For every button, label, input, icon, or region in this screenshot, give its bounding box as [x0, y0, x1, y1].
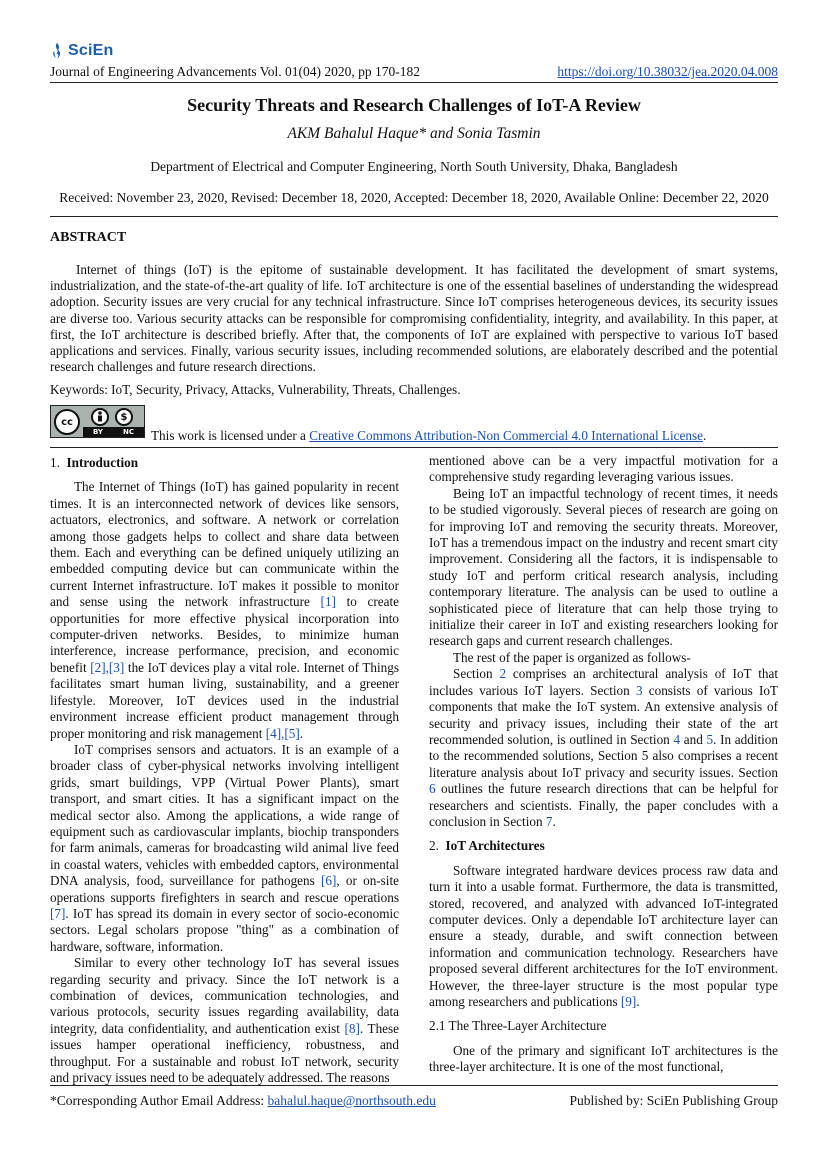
abstract-body: Internet of things (IoT) is the epitome of sustainable development. It has facilitated the development of smart systems, industrialization, and the state-of-the-art quality of life. IoT architecture is one of the essential baselines of understanding the widespread adoption. Security issues are very crucial for any technical infrastructure. Since IoT comprises heterogeneous devices, its security issues are diverse too. Various security attacks can be responsible for compromising confidentiality, integrity, and availability. In this paper, at first, the IoT architecture is described briefly. After that, the components of IoT are explained with perspective to various IoT based applications and services. Finally, various security issues, including recommended solutions, are elaborately described and the potential research challenges and future research directions. — [50, 262, 778, 375]
paper-authors: AKM Bahalul Haque* and Sonia Tasmin — [287, 125, 541, 142]
dates-rule — [50, 216, 778, 217]
intro-p2-text-b: , or on-site operations supports firefighters in search and rescue operations — [50, 873, 399, 905]
org-text-g: . — [552, 813, 556, 829]
intro-p3-text-a: Similar to every other technology IoT has several issues regarding security and privacy. Since the IoT network is a combination of devices, communication technologies, and various protocols, security issues regarding availability, data integrity, data confidentiality, and authentication exist — [50, 955, 399, 1036]
org-text-b: comprises an architectural analysis of IoT that includes various IoT layers. Section — [429, 666, 779, 698]
license-link[interactable]: Creative Commons Attribution-Non Commercial 4.0 International License — [309, 428, 703, 443]
license-block — [50, 405, 778, 445]
keywords: Keywords: IoT, Security, Privacy, Attacks, Vulnerability, Threats, Challenges. — [50, 382, 461, 397]
journal-logo — [50, 42, 113, 60]
license-suffix: . — [702, 428, 707, 443]
journal-header — [50, 64, 778, 80]
section-ref[interactable]: 4 — [673, 731, 681, 747]
abstract-heading: ABSTRACT — [50, 230, 127, 245]
body-rule — [50, 447, 778, 448]
org-text-a: Section — [453, 666, 500, 682]
cc-license-badge[interactable] — [50, 405, 145, 438]
journal-citation: Journal of Engineering Advancements Vol. 01(04) 2020, pp 170-182 — [50, 64, 420, 79]
cc-icon: cc — [54, 409, 80, 435]
section-1-heading — [50, 455, 399, 471]
cc-badge-strip — [83, 427, 144, 437]
intro-p3-text-b: . These issues hamper operational inefficiency, robustness, and throughput. For a sustainable and robust IoT network, security and privacy issues need to be adequately addressed. The reasons — [50, 1020, 400, 1086]
paper-title: Security Threats and Research Challenges of IoT-A Review — [187, 95, 641, 115]
org-text-e: . In addition to the recommended solutions, Section 5 also comprises a recent literature analysis about IoT privacy and security issues. Section — [429, 731, 778, 780]
intro-paragraph-2 — [50, 742, 399, 955]
section-1-title: Introduction — [66, 455, 139, 470]
logo-text: SciEn — [68, 42, 114, 59]
flame-logo-icon — [50, 42, 64, 60]
citation-ref[interactable]: [9] — [620, 994, 637, 1009]
section-ref[interactable]: 3 — [635, 682, 643, 698]
intro-p1-text-b: to create opportunities for more effective physical incorporation into computer-driven networks. Besides, to minimize human interference, increase performance, precision, and economic benefit — [50, 594, 399, 675]
publication-dates: Received: November 23, 2020, Revised: December 18, 2020, Accepted: December 18, 2020, Available Online: December 22, 2020 — [59, 190, 769, 205]
architecture-paragraph-1 — [429, 863, 778, 1011]
intro-paragraph-3 — [50, 955, 399, 1086]
citation-ref[interactable]: [7] — [50, 905, 66, 921]
org-text-c: consists of various IoT components that make the IoT system. An extensive analysis of security and privacy issues, including their state of the art recommended solution, is outlined in Section — [429, 682, 778, 747]
intro-p1-text-c: the IoT devices play a vital role. Internet of Things facilitates smart human living, sustainability, and a greener lifestyle. Moreover, IoT devices used in the industrial environment increase efficient product management through proper monitoring and risk management — [50, 659, 399, 741]
arch-text-a: Software integrated hardware devices process raw data and turn it into a usable format. Furthermore, the data is transmitted, stored, recovered, and analyzed with advanced IoT-integrated computer devices. Only a dependable IoT architecture layer can ensure a steady, durable, and swift connection between information and communication technology. Researchers have proposed several different architectures for the IoT environment. However, the three-layer structure is the most popular type among researchers and publications — [429, 862, 778, 1009]
citation-ref[interactable]: [1] — [320, 594, 336, 610]
section-2-heading — [429, 838, 778, 854]
section-ref[interactable]: 5 — [706, 731, 714, 747]
org-text-d: and — [680, 731, 707, 747]
badge-by-label: BY — [92, 428, 104, 436]
citation-ref[interactable]: [4],[5] — [265, 725, 300, 741]
author-affiliation: Department of Electrical and Computer Engineering, North South University, Dhaka, Bangladesh — [150, 159, 678, 174]
left-column — [50, 453, 399, 1086]
doi-link[interactable]: https://doi.org/10.38032/jea.2020.04.008 — [557, 64, 778, 79]
intro-paragraph-4: Being IoT an impactful technology of recent times, it needs to be studied vigorously. Several pieces of research are going on for improving IoT and removing the security threats. Moreover, IoT has a tremendous impact on the industry and recent smart city improvement. Considering all the factors, it is indispensable to study IoT and perform critical research analysis, including contemporary literature. The analysis can be used to outline a sophisticated piece of literature that can help those trying to initialize their career in IoT and existing researchers looking for research gaps and current research challenges. — [429, 485, 778, 649]
section-2-title: IoT Architectures — [445, 838, 545, 854]
page-footer — [50, 1093, 778, 1109]
intro-paragraph-6 — [429, 666, 778, 830]
section-ref[interactable]: 6 — [429, 781, 436, 797]
section-ref[interactable]: 7 — [545, 813, 553, 829]
right-column — [429, 453, 778, 1076]
citation-ref[interactable]: [2],[3] — [90, 659, 125, 675]
section-ref[interactable]: 2 — [499, 666, 507, 682]
intro-p1-text-d: . — [299, 725, 304, 741]
three-layer-paragraph-1: One of the primary and significant IoT architectures is the three-layer architecture. It is one of the most functional, — [429, 1042, 778, 1075]
intro-p1-text-a: The Internet of Things (IoT) has gained popularity in recent times. It is an interconnected network of devices like sensors, actuators, electronics, and software. A network or correlation among those gadgets helps to collect and share data between them. Each and everything can be defined uniquely utilizing an embedded computing device but can communicate within the current Internet infrastructure. IoT makes it possible to monitor and sense using the network infrastructure — [50, 479, 399, 610]
citation-ref[interactable]: [8] — [344, 1020, 360, 1036]
author-email-link[interactable]: bahalul.haque@northsouth.edu — [267, 1093, 436, 1108]
arch-text-b: . — [636, 994, 640, 1009]
section-2-number: 2. — [429, 838, 439, 854]
subsection-2-1-heading: 2.1 The Three-Layer Architecture — [429, 1018, 607, 1034]
section-1-number: 1. — [50, 455, 60, 470]
intro-p2-text-c: . IoT has spread its domain in every sector of socio-economic sectors. Legal scholars propose "thing" as a combination of hardware, software, information. — [50, 905, 399, 954]
intro-paragraph-5: The rest of the paper is organized as follows- — [453, 649, 691, 665]
badge-nc-label: NC — [123, 428, 134, 436]
attribution-icon — [91, 408, 109, 426]
noncommercial-icon: $ — [115, 408, 133, 426]
license-text — [151, 428, 706, 444]
corresponding-label: *Corresponding Author Email Address: — [50, 1093, 268, 1108]
license-prefix: This work is licensed under a — [151, 428, 310, 443]
intro-paragraph-1 — [50, 479, 399, 742]
footer-rule — [50, 1085, 778, 1086]
citation-ref[interactable]: [6] — [320, 873, 337, 889]
intro-p2-text-a: IoT comprises sensors and actuators. It is an example of a broader class of cyber-physical networks involving intelligent grids, smart buildings, VPP (Virtual Power Plants), smart transport, and smart cities. It has a significant impact on the medical sector also. Among the applications, a wide range of equipment such as cardiovascular implants, biochip transponders for farm animals, cameras for broadcasting wild animal live feed in coastal waters, vehicles with embedded captors, environmental DNA analysis, food, surveillance for pathogens — [50, 741, 399, 889]
corresponding-author — [50, 1093, 436, 1109]
org-text-f: outlines the future research directions that can be helpful for researchers and scientists. Finally, the paper concludes with a conclusion in Section — [429, 781, 778, 829]
intro-paragraph-3-cont: mentioned above can be a very impactful motivation for a comprehensive study regarding leveraging various issues. — [429, 453, 778, 485]
publisher-credit: Published by: SciEn Publishing Group — [569, 1093, 778, 1108]
header-rule — [50, 82, 778, 83]
